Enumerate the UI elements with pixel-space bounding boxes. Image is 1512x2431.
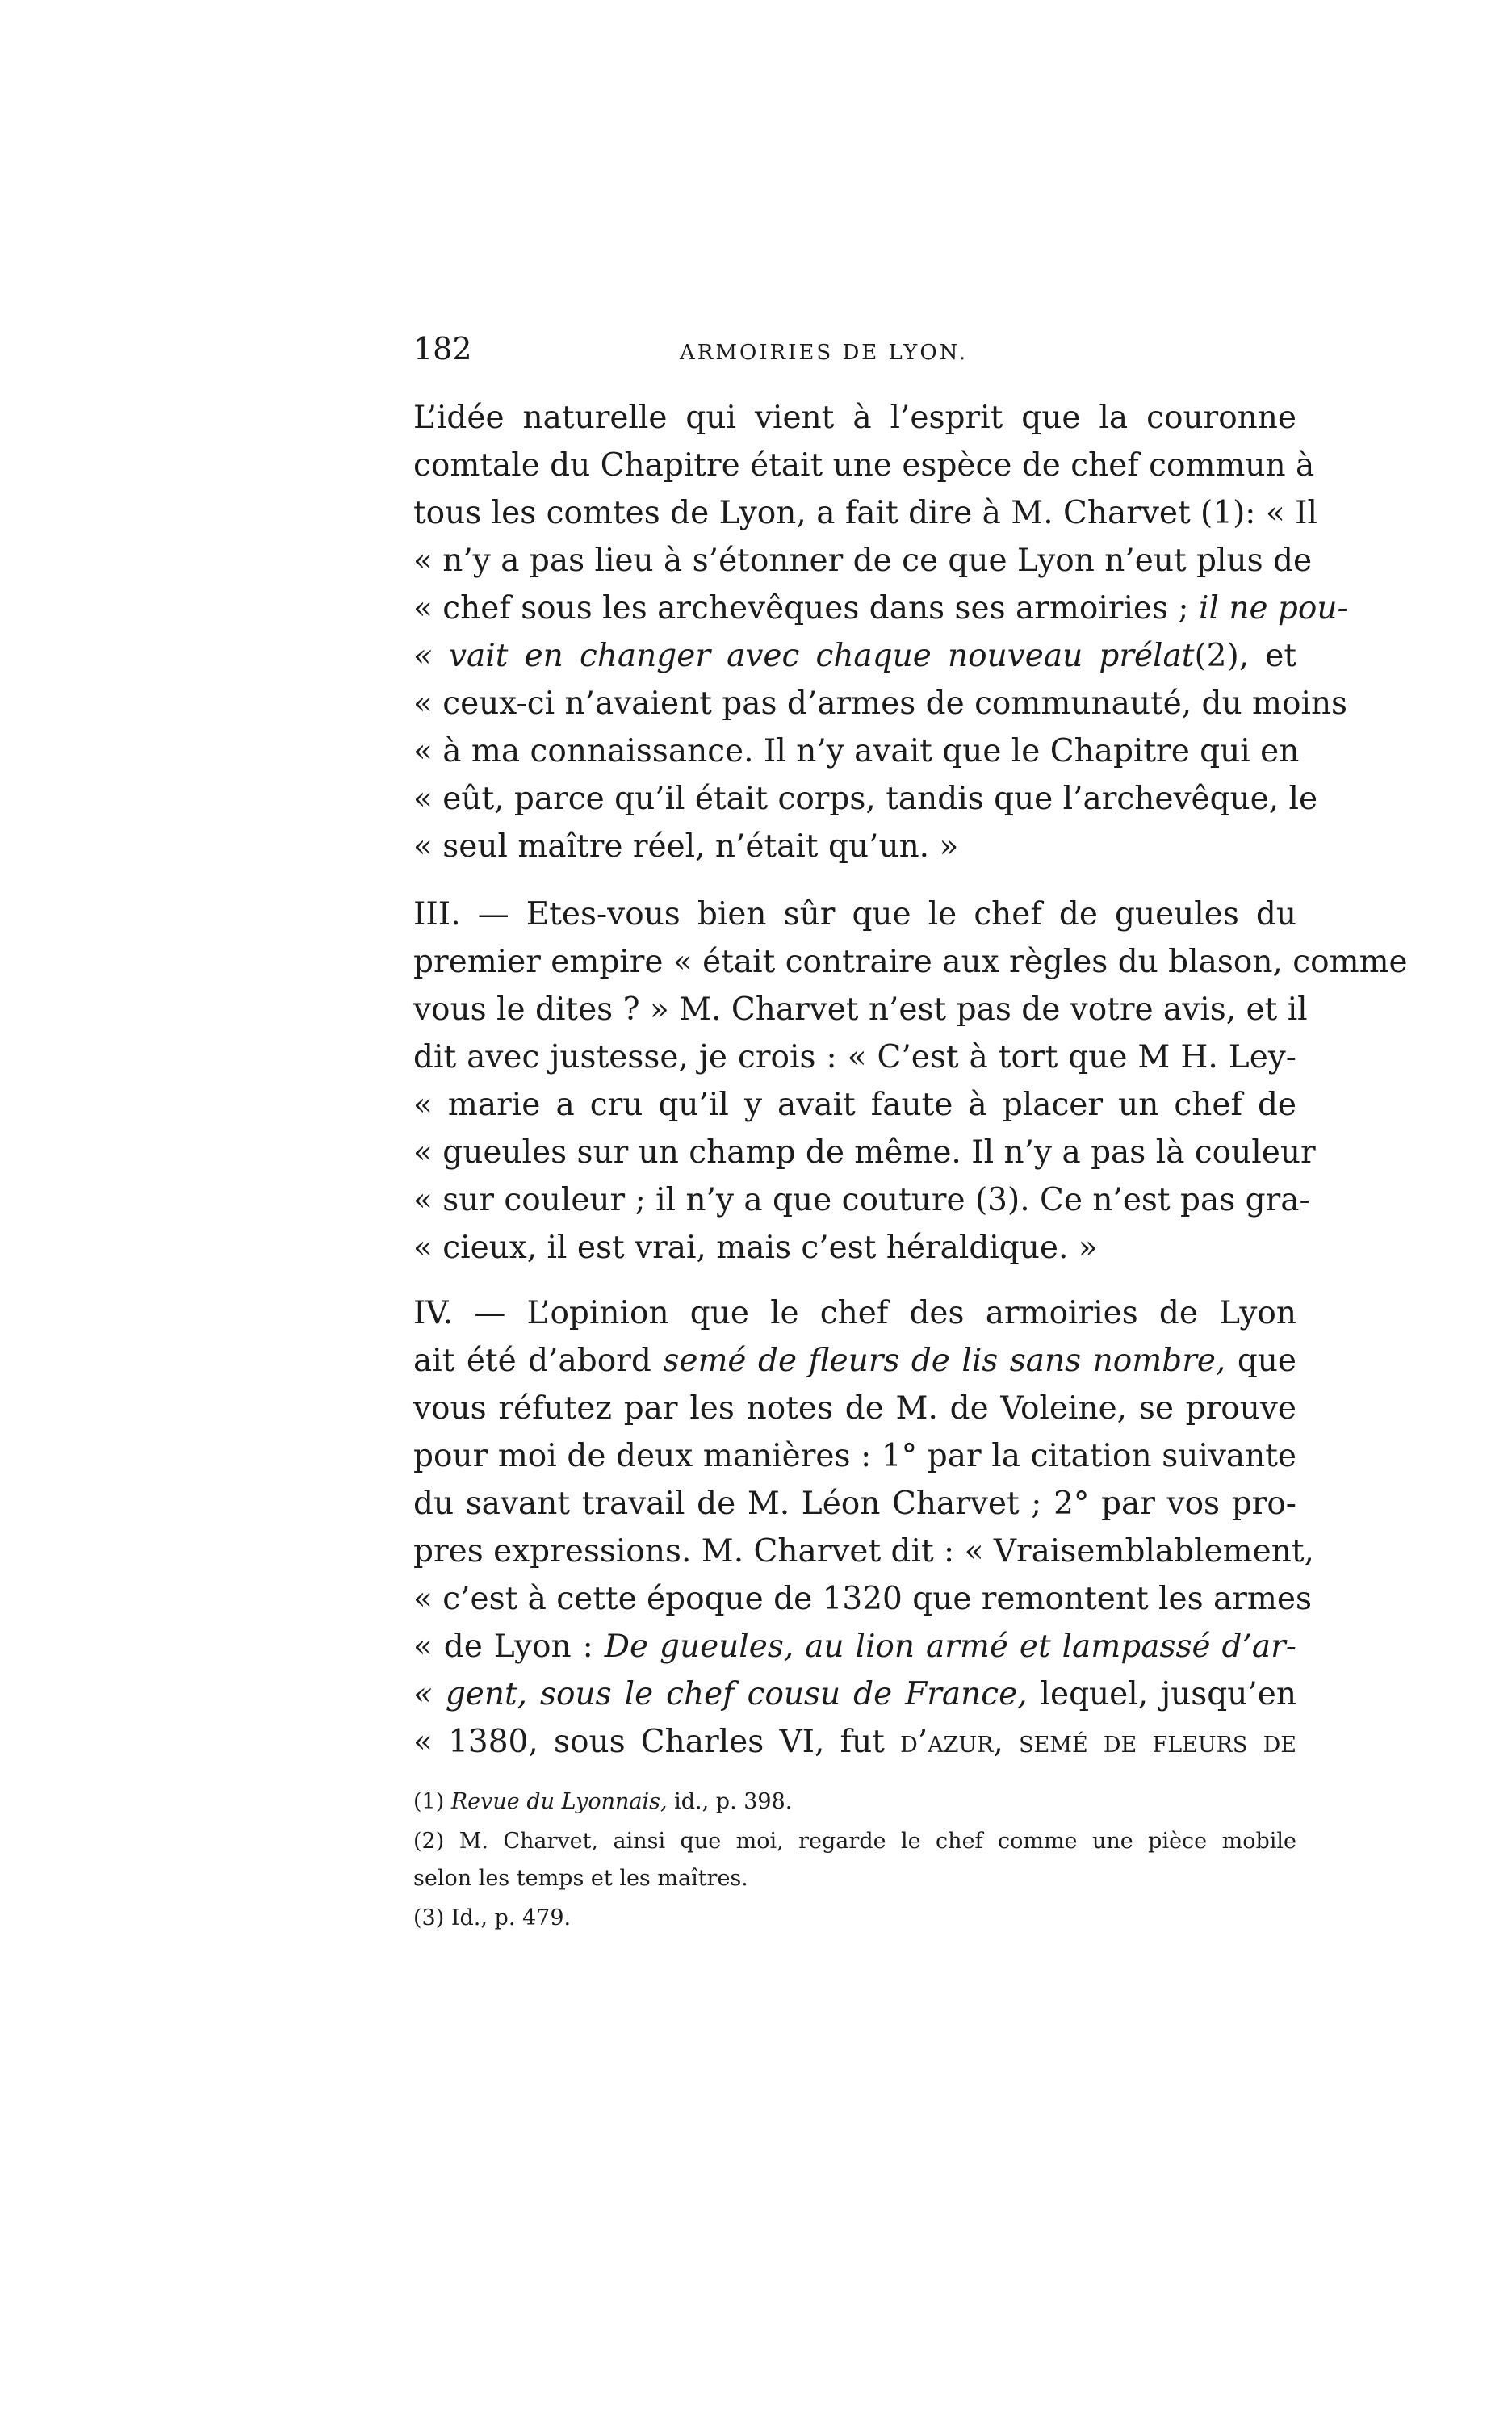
footnote bbox=[413, 1783, 1296, 1821]
text-line: « à ma connaissance. Il n’y avait que le Chapitre qui en bbox=[413, 733, 1300, 769]
text-run: il ne pou- bbox=[1198, 590, 1348, 627]
footnote-source: Revue du Lyonnais, bbox=[450, 1789, 668, 1814]
text-line: « sur couleur ; il n’y a que couture (3). Ce n’est pas gra- bbox=[413, 1182, 1310, 1218]
footnote bbox=[413, 1899, 1296, 1938]
text-line bbox=[413, 585, 1348, 633]
text-line bbox=[413, 1623, 1296, 1671]
text-line: IV. — L’opinion que le chef des armoiries de Lyon bbox=[413, 1295, 1296, 1331]
text-line bbox=[413, 1718, 1296, 1767]
text-run: ait été d’abord bbox=[413, 1343, 651, 1379]
footnote-text: Id., p. 479. bbox=[450, 1905, 572, 1930]
footnote-marker: (2) bbox=[413, 1829, 445, 1854]
text-run: que bbox=[1237, 1343, 1296, 1379]
footnote-marker: (3) bbox=[413, 1905, 445, 1930]
text-line: « seul maître réel, n’était qu’un. » bbox=[413, 828, 959, 865]
text-run: « 1380, sous Charles VI, fut bbox=[413, 1724, 885, 1760]
text-line: « eût, parce qu’il était corps, tandis que l’archevêque, le bbox=[413, 781, 1318, 817]
text-run: « chef sous les archevêques dans ses armoiries ; bbox=[413, 590, 1189, 627]
text-run: « vait en changer avec chaque nouveau prélat bbox=[413, 638, 1195, 674]
text-line bbox=[413, 1337, 1296, 1385]
text-line: « gueules sur un champ de même. Il n’y a pas là couleur bbox=[413, 1134, 1316, 1171]
text-line: tous les comtes de Lyon, a fait dire à M. Charvet (1): « Il bbox=[413, 495, 1317, 531]
text-run: lequel, jusqu’en bbox=[1040, 1676, 1296, 1712]
footnote-continuation: selon les temps et les maîtres. bbox=[413, 1866, 748, 1891]
page-number: 182 bbox=[413, 331, 472, 367]
text-line: « marie a cru qu’il y avait faute à placer un chef de bbox=[413, 1087, 1296, 1123]
text-run: (2), et bbox=[1194, 638, 1296, 674]
footnote-text: M. Charvet, ainsi que moi, regarde le chef comme une pièce mobile bbox=[459, 1829, 1296, 1854]
text-line: premier empire « était contraire aux règles du blason, comme bbox=[413, 944, 1408, 980]
text-line bbox=[413, 632, 1296, 681]
text-line: du savant travail de M. Léon Charvet ; 2° par vos pro- bbox=[413, 1486, 1296, 1522]
text-run: « de Lyon : bbox=[413, 1628, 593, 1665]
text-run: De gueules, au lion armé et lampassé d’ar- bbox=[604, 1628, 1296, 1665]
text-line: vous réfutez par les notes de M. de Voleine, se prouve bbox=[413, 1390, 1296, 1427]
text-run: semé de fleurs de lis sans nombre, bbox=[663, 1343, 1226, 1379]
text-line: « c’est à cette époque de 1320 que remontent les armes bbox=[413, 1581, 1312, 1617]
text-line: comtale du Chapitre était une espèce de chef commun à bbox=[413, 447, 1315, 484]
running-title: ARMOIRIES DE LYON. bbox=[680, 341, 968, 365]
text-run: d’azur, semé de fleurs de bbox=[900, 1724, 1296, 1760]
text-line bbox=[413, 1670, 1296, 1719]
text-line: pour moi de deux manières : 1° par la citation suivante bbox=[413, 1438, 1296, 1474]
text-line: III. — Etes-vous bien sûr que le chef de gueules du bbox=[413, 896, 1296, 933]
text-line: « n’y a pas lieu à s’étonner de ce que Lyon n’eut plus de bbox=[413, 543, 1313, 579]
text-line: « ceux-ci n’avaient pas d’armes de communauté, du moins bbox=[413, 685, 1348, 722]
text-run: « gent, sous le chef cousu de France, bbox=[413, 1676, 1028, 1712]
footnote-marker: (1) bbox=[413, 1789, 445, 1814]
page-header bbox=[413, 331, 1296, 379]
text-line: « cieux, il est vrai, mais c’est héraldique. » bbox=[413, 1230, 1098, 1266]
text-line: dit avec justesse, je crois : « C’est à tort que M H. Ley- bbox=[413, 1039, 1296, 1075]
text-line: pres expressions. M. Charvet dit : « Vraisemblablement, bbox=[413, 1533, 1314, 1570]
footnote bbox=[413, 1822, 1296, 1861]
text-line: L’idée naturelle qui vient à l’esprit que la couronne bbox=[413, 400, 1296, 436]
text-line: vous le dites ? » M. Charvet n’est pas de votre avis, et il bbox=[413, 991, 1308, 1028]
footnote-text: id., p. 398. bbox=[674, 1789, 793, 1814]
